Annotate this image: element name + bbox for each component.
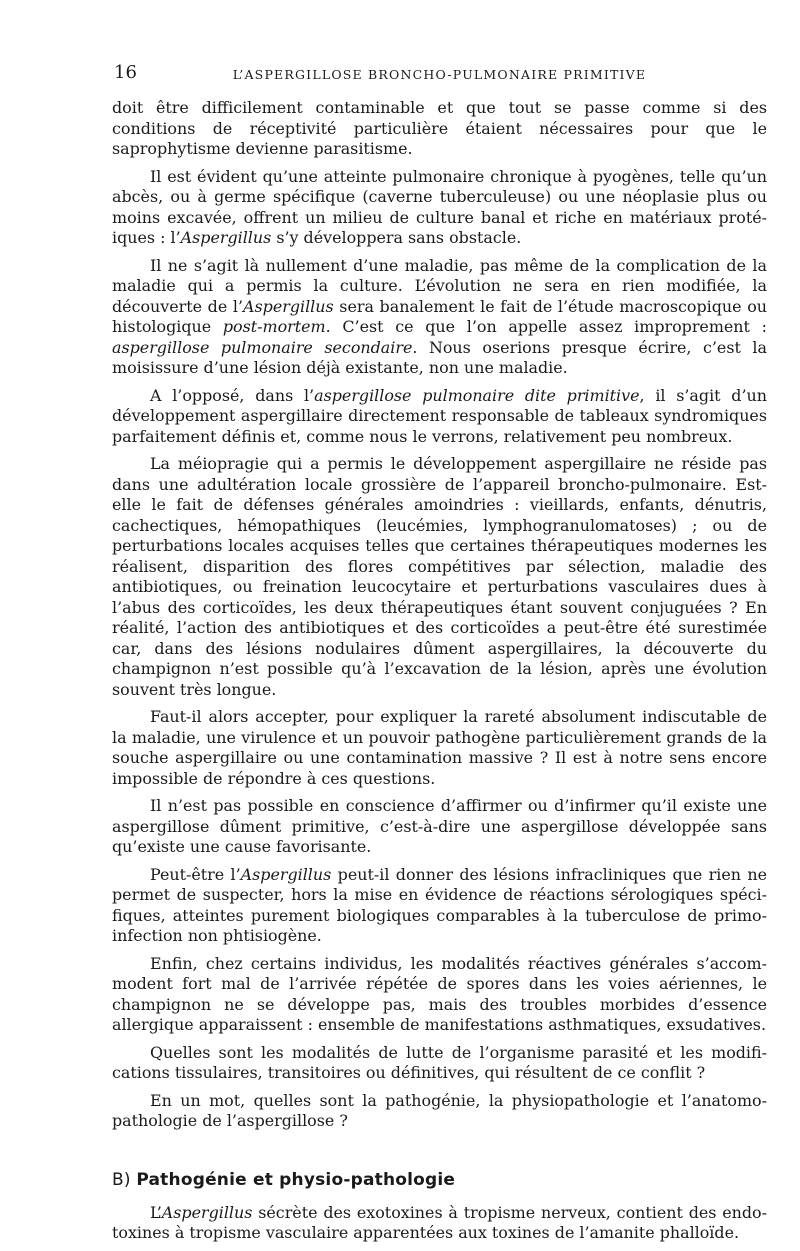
section-letter: B) <box>112 1169 131 1190</box>
section-title: Pathogénie et physio-pathologie <box>136 1169 456 1190</box>
paragraph: Enfin, chez certains individus, les modalités réactives générales s’accommodent fort mal de l’arrivée répétée de spores dans les voies aériennes, le champignon ne se développe pas, mais des troubles morbides d’essence allergique apparaissent : ensemble de manifestations asthmatiques, exsudatives. <box>112 953 767 1034</box>
paragraph: Il est évident qu’une atteinte pulmonaire chronique à pyogènes, telle qu’un abcès, ou à germe spécifique (caverne tuberculeuse) ou une néoplasie plus ou moins excavée, offrent un milieu de culture banal et riche en matériaux protéiques : l’Aspergillus s’y développera sans obstacle. <box>112 166 767 247</box>
paragraph: A l’opposé, dans l’aspergillose pulmonaire dite primitive, il s’agit d’un développement aspergillaire directement responsable de tableaux syndromiques parfaitement définis et, comme nous le verrons, relativement peu nombreux. <box>112 385 767 446</box>
paragraph: Peut-être l’Aspergillus peut-il donner des lésions infracliniques que rien ne permet de suspecter, hors la mise en évidence de réactions sérologiques spécifiques, atteintes purement biologiques comparables à la tuberculose de primoinfection non phtisiogène. <box>112 864 767 945</box>
paragraph: Quelles sont les modalités de lutte de l’organisme parasité et les modifications tissulaires, transitoires ou définitives, qui résultent de ce conflit ? <box>112 1042 767 1082</box>
paragraph: Il ne s’agit là nullement d’une maladie, pas même de la complication de la maladie qui a permis la culture. L’évolution ne sera en rien modifiée, la découverte de l’Aspergillus sera banalement le fait de l’étude macroscopique ou histologique post-mortem. C’est ce que l’on appelle assez improprement : aspergillose pulmonaire secondaire. Nous oserions presque écrire, c’est la moisissure d’une lésion déjà existante, non une maladie. <box>112 255 768 377</box>
paragraph: doit être difficilement contaminable et que tout se passe comme si des conditions de réceptivité particulière étaient nécessaires pour que le saprophytisme devienne parasitisme. <box>112 98 767 158</box>
paragraph: En un mot, quelles sont la pathogénie, la physiopathologie et l’anatomopathologie de l’aspergillose ? <box>112 1090 767 1130</box>
page-header <box>112 60 767 90</box>
paragraph: Il n’est pas possible en conscience d’affirmer ou d’infirmer qu’il existe une aspergillose dûment primitive, c’est-à-dire une aspergillose développée sans qu’existe une cause favorisante. <box>112 796 767 856</box>
page <box>112 60 767 1251</box>
section-heading <box>112 1170 767 1190</box>
paragraph: La méiopragie qui a permis le développement aspergillaire ne réside pas dans une adultération locale grossière de l’appareil broncho-pulmonaire. Est-elle le fait de défenses générales amoindries : vieillards, enfants, dénutris, cachectiques, hémopathiques (leucémies, lymphogranulomatoses) ; ou de perturbations locales acquises telles que certaines thérapeutiques modernes les réalisent, disparition des flores compétitives par sélection, maladie des antibiotiques, ou freination leucocytaire et perturbations vasculaires dues à l’abus des corticoïdes, les deux thérapeutiques étant souvent conjuguées ? En réalité, l’action des antibiotiques et des corticoïdes a peut-être été surestimée car, dans des lésions nodulaires dûment aspergillaires, la découverte du champignon n’est possible qu’à l’excavation de la lésion, après une évolution souvent très longue. <box>112 454 767 699</box>
running-title: L’ASPERGILLOSE BRONCHO-PULMONAIRE PRIMITIVE <box>232 67 647 82</box>
body-text <box>112 98 767 1244</box>
paragraph: Faut-il alors accepter, pour expliquer la rareté absolument indiscutable de la maladie, une virulence et un pouvoir pathogène particulièrement grands de la souche aspergillaire ou une contamination massive ? Il est à notre sens encore impossible de répondre à ces questions. <box>112 707 767 788</box>
page-number: 16 <box>114 62 137 83</box>
paragraph: L’Aspergillus sécrète des exotoxines à tropisme nerveux, contient des endotoxines à tropisme vasculaire apparentées aux toxines de l’amanite phalloïde. <box>112 1202 767 1242</box>
